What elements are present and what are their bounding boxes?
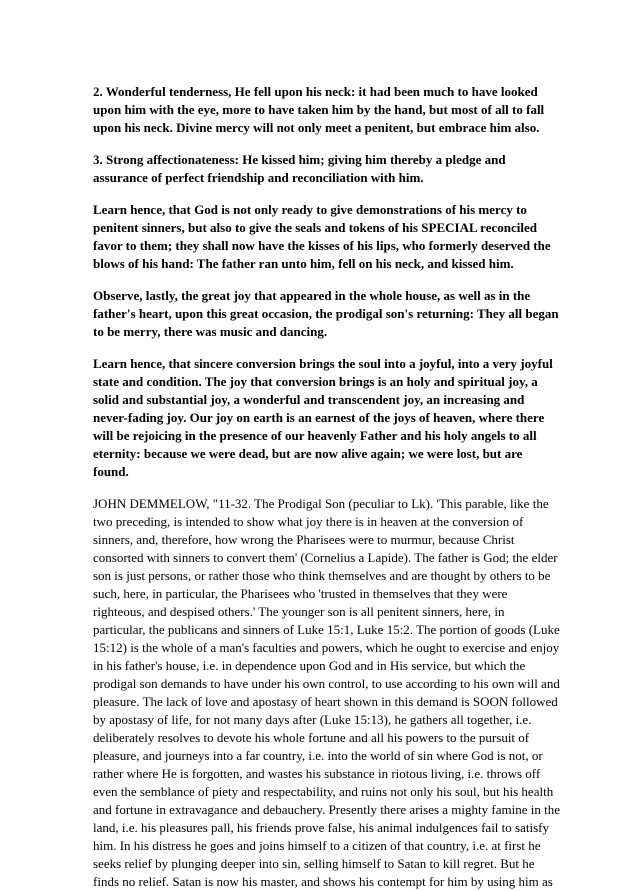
paragraph-observe-lastly: Observe, lastly, the great joy that appeared in the whole house, as well as in the father's heart, upon this great occasion, the prodigal son's returning: They all began to be merry, there was music and dancing. [93, 288, 559, 339]
paragraph-wonderful-tenderness: 2. Wonderful tenderness, He fell upon his neck: it had been much to have looked upon him with the eye, more to have taken him by the hand, but most of all to fall upon his neck. Divine mercy will not only meet a penitent, but embrace him also. [93, 84, 545, 135]
paragraph-john-demmelow: JOHN DEMMELOW, "11-32. The Prodigal Son (peculiar to Lk). 'This parable, like the two preceding, is intended to show what joy there is in heaven at the conversion of sinners, and, therefore, how wrong the Pharisees were to murmur, because Christ consorted with sinners to convert them' (Cornelius a Lapide). The father is God; the elder son is just persons, or rather those who think themselves and are thought by others to be such, here, in particular, the Pharisees who 'trusted in themselves that they were righteous, and despised others.' The younger son is all penitent sinners, here, in particular, the publicans and sinners of Luke 15:1, Luke 15:2. The portion of goods (Luke 15:12) is the whole of a man's faculties and powers, which he ought to exercise and enjoy in his father's house, i.e. in dependence upon God and in His service, but which the prodigal son demands to have under his own control, to use according to his own will and pleasure. The lack of love and apostasy of heart shown in this demand is SOON followed by apostasy of life, for not many days after (Luke 15:13), he gathers all together, i.e. deliberately resolves to devote his whole fortune and all his powers to the pursuit of pleasure, and journeys into a far country, i.e. into the world of sin where God is not, or rather where He is forgotten, and wastes his substance in riotous living, i.e. throws off even the semblance of piety and respectability, and ruins not only his soul, but his health and fortune in extravagance and debauchery. Presently there arises a mighty famine in the land, i.e. his pleasures pall, his friends prove false, his animal indulgences fail to satisfy him. In his distress he goes and joins himself to a citizen of that country, i.e. at first he seeks relief by plunging deeper into sin, selling himself to Satan to kill regret. But he finds no relief. Satan is now his master, and shows his contempt for him by using him as [93, 496, 560, 889]
paragraph-learn-hence-mercy: Learn hence, that God is not only ready to give demonstrations of his mercy to penitent sinners, but also to give the seals and tokens of his SPECIAL reconciled favor to them; they shall now have the kisses of his lips, who formerly deserved the blows of his hand: The father ran unto him, fell on his neck, and kissed him. [93, 202, 551, 271]
paragraph-strong-affectionateness: 3. Strong affectionateness: He kissed him; giving him thereby a pledge and assurance of perfect friendship and reconciliation with him. [93, 152, 506, 185]
paragraph-learn-hence-conversion: Learn hence, that sincere conversion brings the soul into a joyful, into a very joyful state and condition. The joy that conversion brings is an holy and spiritual joy, a solid and substantial joy, a wonderful and transcendent joy, an increasing and never-fading joy. Our joy on earth is an earnest of the joys of heaven, where there will be rejoicing in the presence of our heavenly Father and his holy angels to all eternity: because we were dead, but are now alive again; we were lost, but are found. [93, 356, 553, 479]
